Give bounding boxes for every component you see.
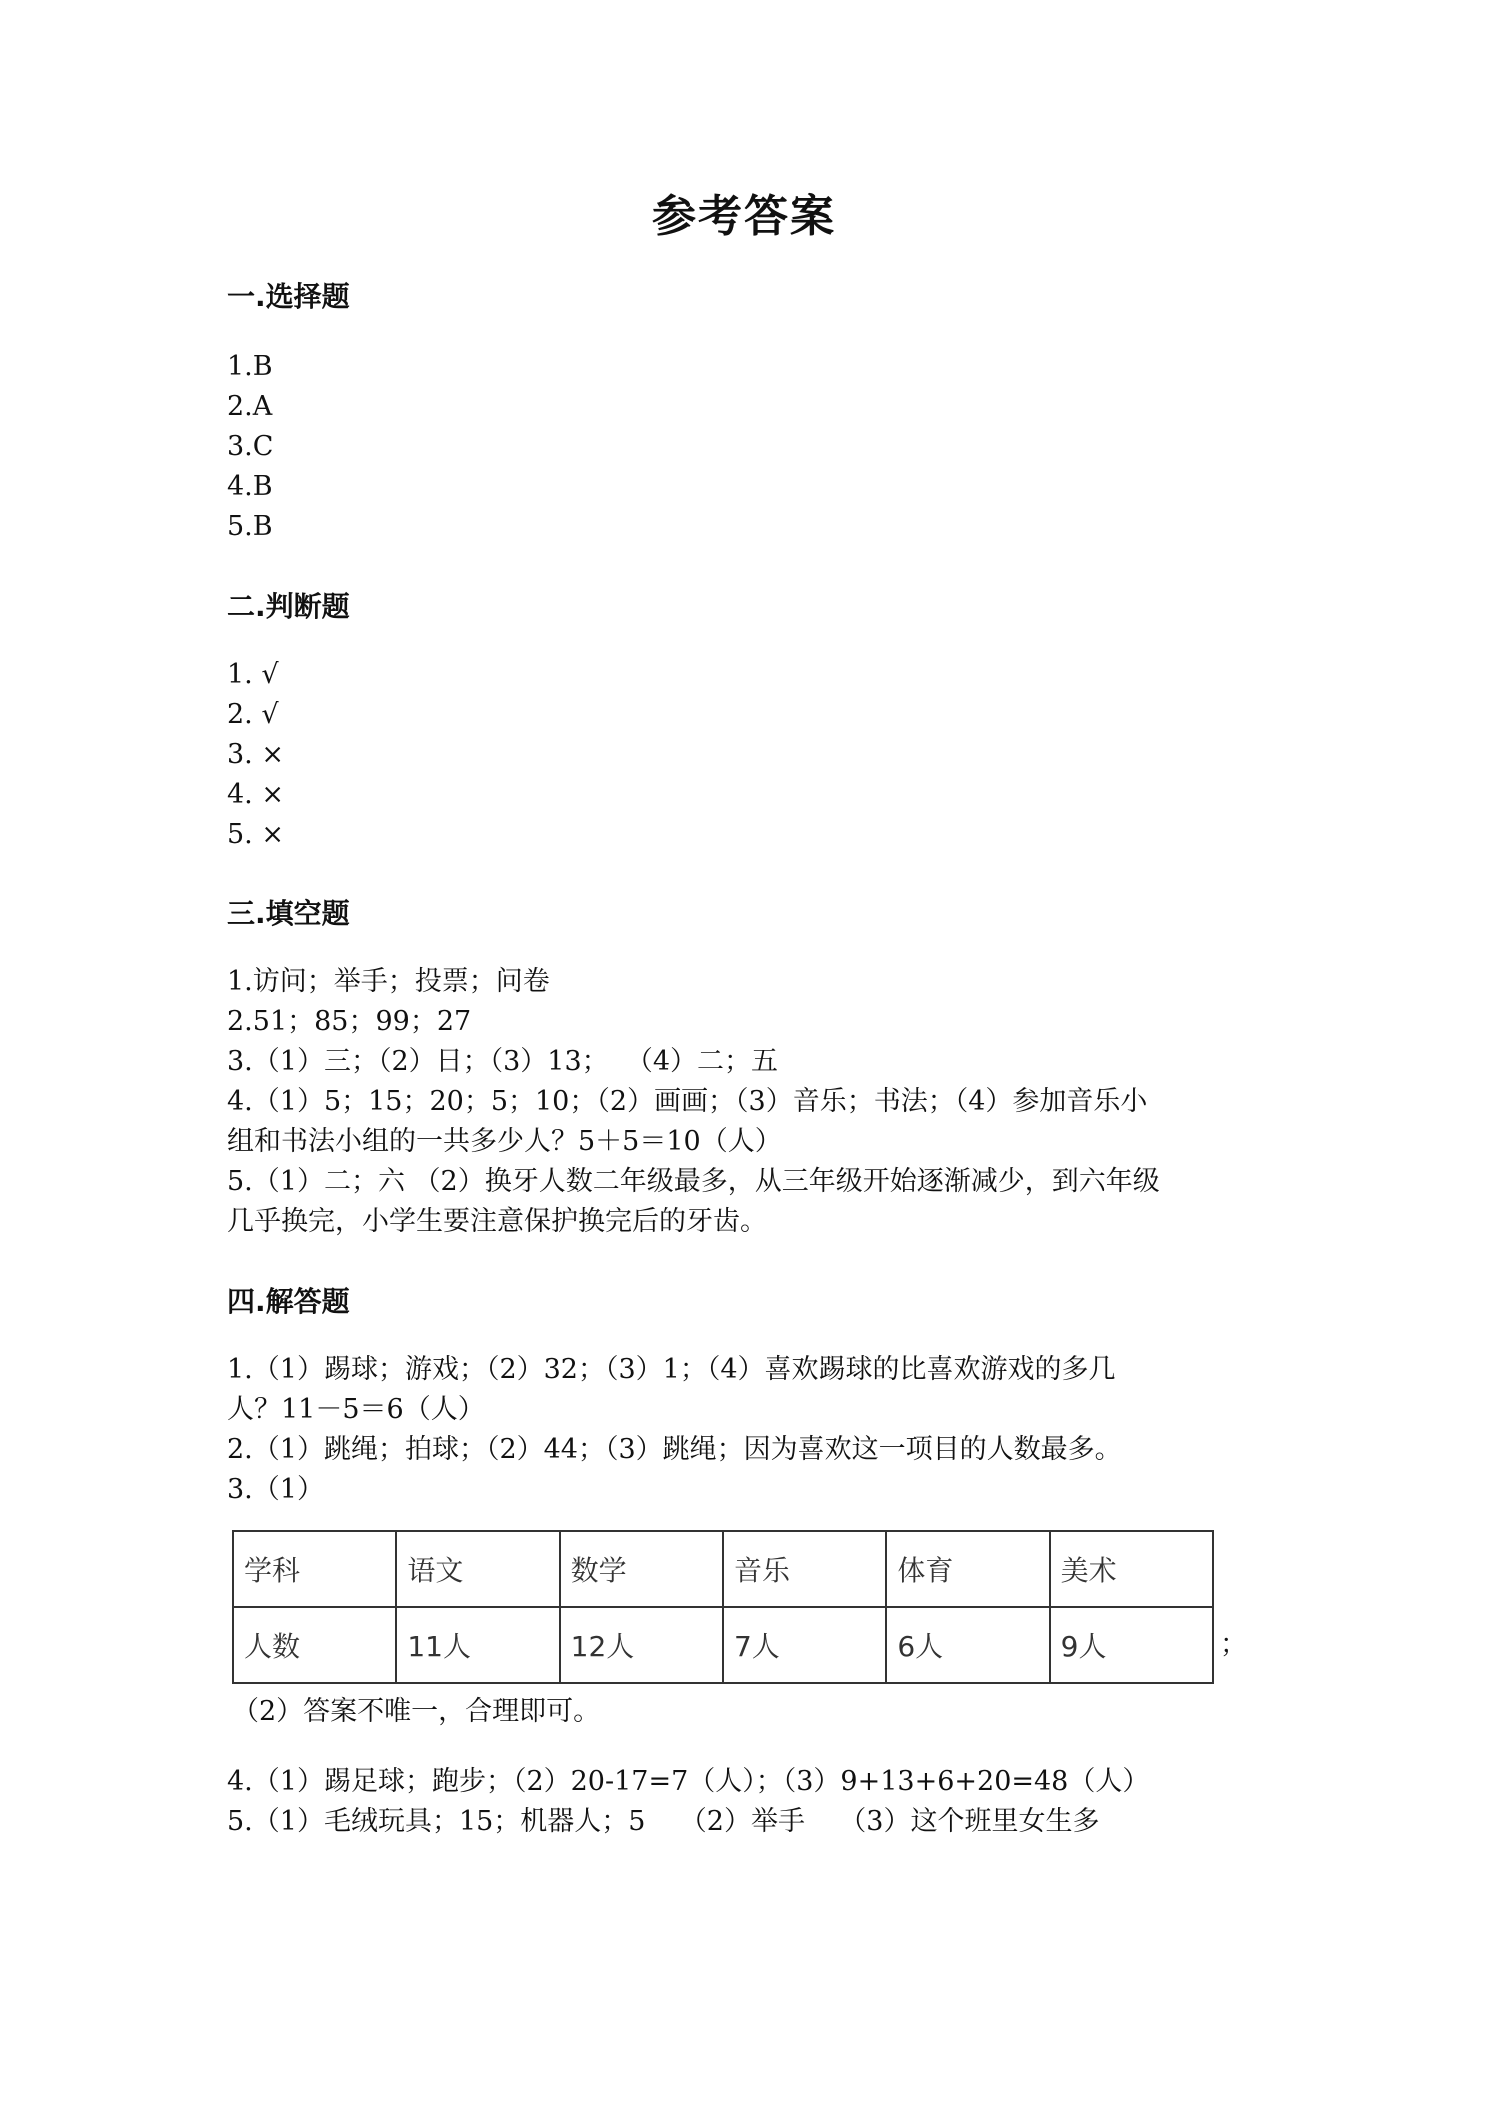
- answer-line: 3.C: [227, 431, 274, 462]
- answer-line: 5. ×: [227, 819, 284, 850]
- answer-line: 3.（1）三；（2）日；（3）13； （4）二；五: [227, 1046, 778, 1077]
- table-cell: 语文: [396, 1531, 559, 1607]
- answer-line: 2.（1）跳绳；拍球；（2）44；（3）跳绳；因为喜欢这一项目的人数最多。: [227, 1434, 1122, 1465]
- answer-line: 4.B: [227, 471, 273, 502]
- answer-line: 3.（1）: [227, 1474, 324, 1505]
- table-cell: 6人: [886, 1607, 1049, 1683]
- answer-line: 5.B: [227, 511, 273, 542]
- answer-line: 人？11－5＝6（人）: [227, 1394, 485, 1425]
- answer-line: 1. √: [227, 659, 279, 690]
- answer-line: 1.（1）踢球；游戏；（2）32；（3）1；（4）喜欢踢球的比喜欢游戏的多几: [227, 1354, 1116, 1385]
- table-cell: 数学: [560, 1531, 723, 1607]
- page-title: 参考答案: [652, 191, 836, 242]
- table-cell: 7人: [723, 1607, 886, 1683]
- section-heading-judge: 二.判断题: [227, 590, 350, 623]
- table-cell: 体育: [886, 1531, 1049, 1607]
- answer-line: 3. ×: [227, 739, 284, 770]
- table-cell: 学科: [233, 1531, 396, 1607]
- answer-line: 4.（1）踢足球；跑步；（2）20-17=7（人）；（3）9+13+6+20=48（人）: [227, 1766, 1150, 1797]
- answer-line: 4. ×: [227, 779, 284, 810]
- answer-line: 1.B: [227, 351, 273, 382]
- answer-line: 几乎换完，小学生要注意保护换完后的牙齿。: [227, 1206, 767, 1237]
- table-cell: 12人: [560, 1607, 723, 1683]
- table-row-header: [233, 1531, 1213, 1607]
- table-cell: 9人: [1050, 1607, 1213, 1683]
- table-cell: 音乐: [723, 1531, 886, 1607]
- answer-line: （2）答案不唯一，合理即可。: [232, 1696, 601, 1727]
- answer-line: 组和书法小组的一共多少人？5＋5＝10（人）: [227, 1126, 782, 1157]
- answer-line: 2.A: [227, 391, 273, 422]
- section-heading-fill: 三.填空题: [227, 897, 350, 930]
- table-row: [233, 1607, 1213, 1683]
- table-cell: 11人: [396, 1607, 559, 1683]
- section-heading-solve: 四.解答题: [227, 1285, 350, 1318]
- answer-line: 2.51；85；99；27: [227, 1006, 472, 1037]
- answer-line: 1.访问；举手；投票；问卷: [227, 966, 550, 997]
- table-cell: 美术: [1050, 1531, 1213, 1607]
- table-cell: 人数: [233, 1607, 396, 1683]
- answer-line: 5.（1）二；六 （2）换牙人数二年级最多，从三年级开始逐渐减少，到六年级: [227, 1166, 1160, 1197]
- answer-line: 5.（1）毛绒玩具；15；机器人；5 （2）举手 （3）这个班里女生多: [227, 1806, 1100, 1837]
- section-heading-choice: 一.选择题: [227, 280, 350, 313]
- answer-line: 2. √: [227, 699, 279, 730]
- answer-line: 4.（1）5；15；20；5；10；（2）画画；（3）音乐；书法；（4）参加音乐小: [227, 1086, 1148, 1117]
- table-suffix: ；: [1220, 1629, 1247, 1660]
- subject-count-table: [232, 1530, 1214, 1684]
